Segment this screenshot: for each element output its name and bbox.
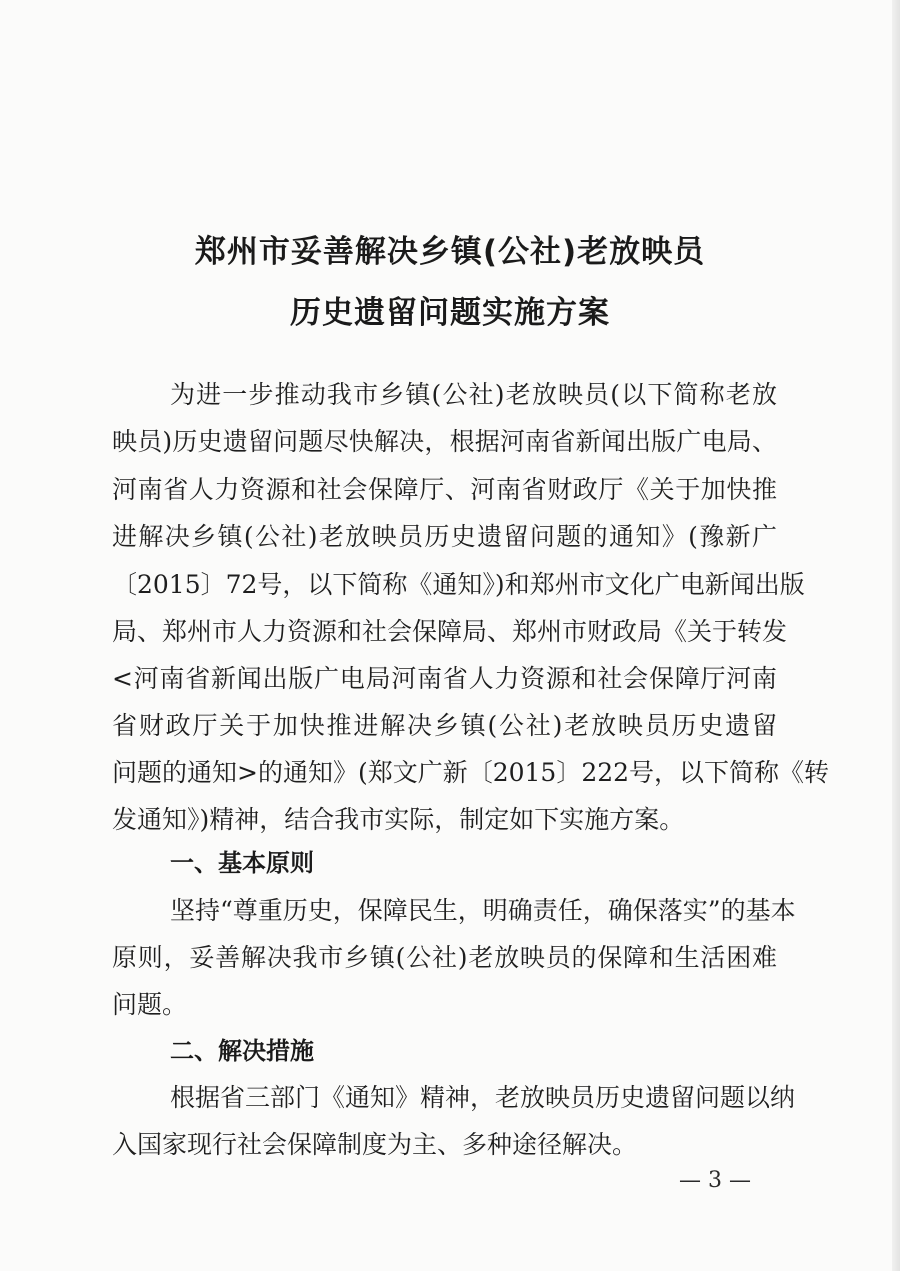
page-edge-shadow — [892, 0, 900, 1271]
intro-line-7: <河南省新闻出版广电局河南省人力资源和社会保障厅河南 — [112, 664, 777, 693]
section1-line-3: 问题。 — [112, 990, 188, 1019]
intro-line-2: 映员)历史遗留问题尽快解决，根据河南省新闻出版广电局、 — [112, 427, 777, 456]
document-title-line-2: 历史遗留问题实施方案 — [290, 295, 610, 331]
intro-line-3: 河南省人力资源和社会保障厅、河南省财政厅《关于加快推 — [112, 475, 777, 504]
section2-line-1: 根据省三部门《通知》精神，老放映员历史遗留问题以纳 — [170, 1083, 796, 1112]
intro-line-8: 省财政厅关于加快推进解决乡镇(公社)老放映员历史遗留 — [112, 711, 777, 740]
section-heading-solutions: 二、解决措施 — [170, 1037, 314, 1065]
intro-line-1: 为进一步推动我市乡镇(公社)老放映员(以下简称老放 — [170, 380, 777, 409]
document-title-line-1: 郑州市妥善解决乡镇(公社)老放映员 — [194, 234, 706, 270]
intro-line-5: 〔2015〕72号，以下简称《通知》)和郑州市文化广电新闻出版 — [112, 570, 805, 599]
intro-line-4: 进解决乡镇(公社)老放映员历史遗留问题的通知》(豫新广 — [112, 522, 777, 551]
section2-line-2: 入国家现行社会保障制度为主、多种途径解决。 — [112, 1130, 638, 1159]
intro-line-6: 局、郑州市人力资源和社会保障局、郑州市财政局《关于转发 — [112, 617, 788, 646]
intro-line-9: 问题的通知>的通知》(郑文广新〔2015〕222号，以下简称《转 — [112, 758, 830, 787]
intro-line-10: 发通知》)精神，结合我市实际，制定如下实施方案。 — [112, 805, 685, 834]
page-number: — 3 — — [679, 1168, 751, 1193]
section1-line-1: 坚持“尊重历史，保障民生，明确责任，确保落实”的基本 — [170, 896, 796, 925]
section1-line-2: 原则，妥善解决我市乡镇(公社)老放映员的保障和生活困难 — [112, 943, 777, 972]
section-heading-basic-principles: 一、基本原则 — [170, 849, 314, 877]
